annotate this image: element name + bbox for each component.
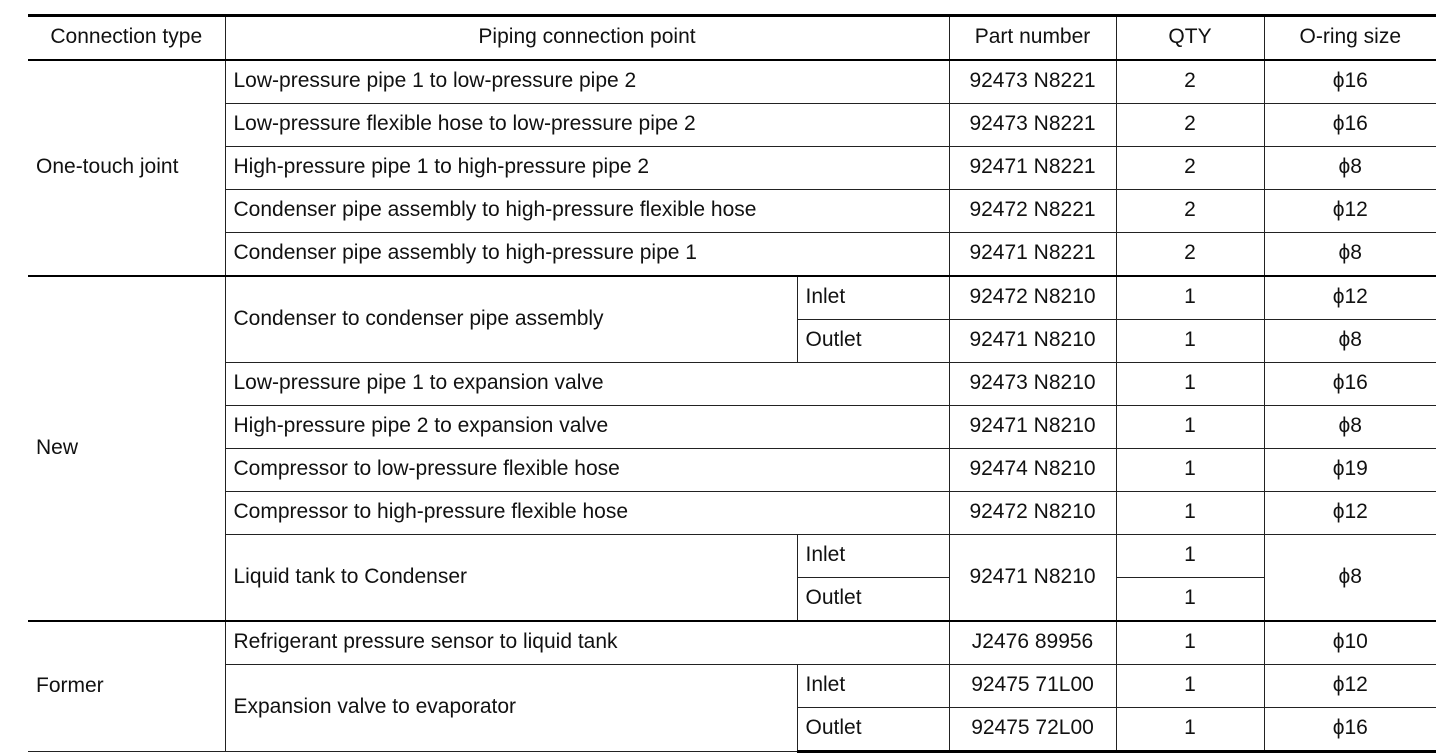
piping-point-cell: Low-pressure pipe 1 to expansion valve — [225, 363, 949, 406]
piping-point-cell: Low-pressure flexible hose to low-pressure pipe 2 — [225, 104, 949, 147]
qty-cell: 1 — [1116, 665, 1264, 708]
header-qty: QTY — [1116, 16, 1264, 61]
table-row — [28, 276, 1436, 320]
qty-cell: 1 — [1116, 621, 1264, 665]
piping-point-cell: High-pressure pipe 2 to expansion valve — [225, 406, 949, 449]
piping-point-cell: Expansion valve to evaporator — [225, 665, 797, 752]
piping-point-cell: Liquid tank to Condenser — [225, 535, 797, 622]
inlet-outlet-cell: Outlet — [797, 708, 949, 752]
header-oring-size: O-ring size — [1264, 16, 1436, 61]
oring-cell: ϕ12 — [1264, 665, 1436, 708]
part-number-cell: 92472 N8210 — [949, 492, 1116, 535]
inlet-outlet-cell: Outlet — [797, 320, 949, 363]
part-number-cell: 92475 71L00 — [949, 665, 1116, 708]
qty-cell: 1 — [1116, 708, 1264, 752]
oring-cell: ϕ8 — [1264, 406, 1436, 449]
inlet-outlet-cell: Inlet — [797, 535, 949, 578]
qty-cell: 1 — [1116, 578, 1264, 622]
oring-cell: ϕ8 — [1264, 535, 1436, 622]
part-number-cell: 92473 N8221 — [949, 104, 1116, 147]
table-row — [28, 104, 1436, 147]
table-row — [28, 406, 1436, 449]
oring-cell: ϕ12 — [1264, 190, 1436, 233]
header-part-number: Part number — [949, 16, 1116, 61]
oring-cell: ϕ19 — [1264, 449, 1436, 492]
qty-cell: 2 — [1116, 60, 1264, 104]
part-number-cell: 92475 72L00 — [949, 708, 1116, 752]
qty-cell: 1 — [1116, 492, 1264, 535]
table-row — [28, 60, 1436, 104]
table-row — [28, 147, 1436, 190]
qty-cell: 2 — [1116, 104, 1264, 147]
header-row — [28, 16, 1436, 61]
oring-cell: ϕ12 — [1264, 276, 1436, 320]
part-number-cell: 92471 N8221 — [949, 233, 1116, 277]
qty-cell: 2 — [1116, 190, 1264, 233]
part-number-cell: 92473 N8210 — [949, 363, 1116, 406]
qty-cell: 1 — [1116, 535, 1264, 578]
qty-cell: 1 — [1116, 363, 1264, 406]
part-number-cell: 92472 N8221 — [949, 190, 1116, 233]
part-number-cell: 92471 N8210 — [949, 406, 1116, 449]
oring-cell: ϕ16 — [1264, 104, 1436, 147]
part-number-cell: 92471 N8210 — [949, 535, 1116, 622]
piping-point-cell: Compressor to low-pressure flexible hose — [225, 449, 949, 492]
qty-cell: 1 — [1116, 276, 1264, 320]
part-number-cell: 92474 N8210 — [949, 449, 1116, 492]
qty-cell: 1 — [1116, 406, 1264, 449]
table-row — [28, 492, 1436, 535]
part-number-cell: J2476 89956 — [949, 621, 1116, 665]
oring-cell: ϕ10 — [1264, 621, 1436, 665]
header-piping-point: Piping connection point — [225, 16, 949, 61]
oring-cell: ϕ16 — [1264, 708, 1436, 752]
piping-point-cell: High-pressure pipe 1 to high-pressure pipe 2 — [225, 147, 949, 190]
table-row — [28, 621, 1436, 665]
header-connection-type: Connection type — [28, 16, 225, 61]
table-row — [28, 535, 1436, 578]
inlet-outlet-cell: Inlet — [797, 276, 949, 320]
oring-cell: ϕ16 — [1264, 363, 1436, 406]
group-label-new: New — [28, 276, 225, 621]
qty-cell: 2 — [1116, 147, 1264, 190]
inlet-outlet-cell: Inlet — [797, 665, 949, 708]
table-row — [28, 363, 1436, 406]
oring-cell: ϕ8 — [1264, 147, 1436, 190]
piping-point-cell: Compressor to high-pressure flexible hose — [225, 492, 949, 535]
part-number-cell: 92471 N8210 — [949, 320, 1116, 363]
table-row — [28, 665, 1436, 708]
piping-point-cell: Refrigerant pressure sensor to liquid tank — [225, 621, 949, 665]
inlet-outlet-cell: Outlet — [797, 578, 949, 622]
table-row — [28, 233, 1436, 277]
piping-point-cell: Condenser pipe assembly to high-pressure pipe 1 — [225, 233, 949, 277]
group-label-former: Former — [28, 621, 225, 752]
table-row — [28, 190, 1436, 233]
table-row — [28, 449, 1436, 492]
qty-cell: 1 — [1116, 449, 1264, 492]
qty-cell: 2 — [1116, 233, 1264, 277]
part-number-cell: 92471 N8221 — [949, 147, 1116, 190]
part-number-cell: 92472 N8210 — [949, 276, 1116, 320]
piping-point-cell: Low-pressure pipe 1 to low-pressure pipe 2 — [225, 60, 949, 104]
oring-cell: ϕ16 — [1264, 60, 1436, 104]
piping-point-cell: Condenser to condenser pipe assembly — [225, 276, 797, 363]
oring-parts-table — [28, 14, 1436, 753]
oring-cell: ϕ8 — [1264, 233, 1436, 277]
qty-cell: 1 — [1116, 320, 1264, 363]
oring-cell: ϕ8 — [1264, 320, 1436, 363]
oring-cell: ϕ12 — [1264, 492, 1436, 535]
group-label-one-touch: One-touch joint — [28, 60, 225, 276]
part-number-cell: 92473 N8221 — [949, 60, 1116, 104]
piping-point-cell: Condenser pipe assembly to high-pressure flexible hose — [225, 190, 949, 233]
